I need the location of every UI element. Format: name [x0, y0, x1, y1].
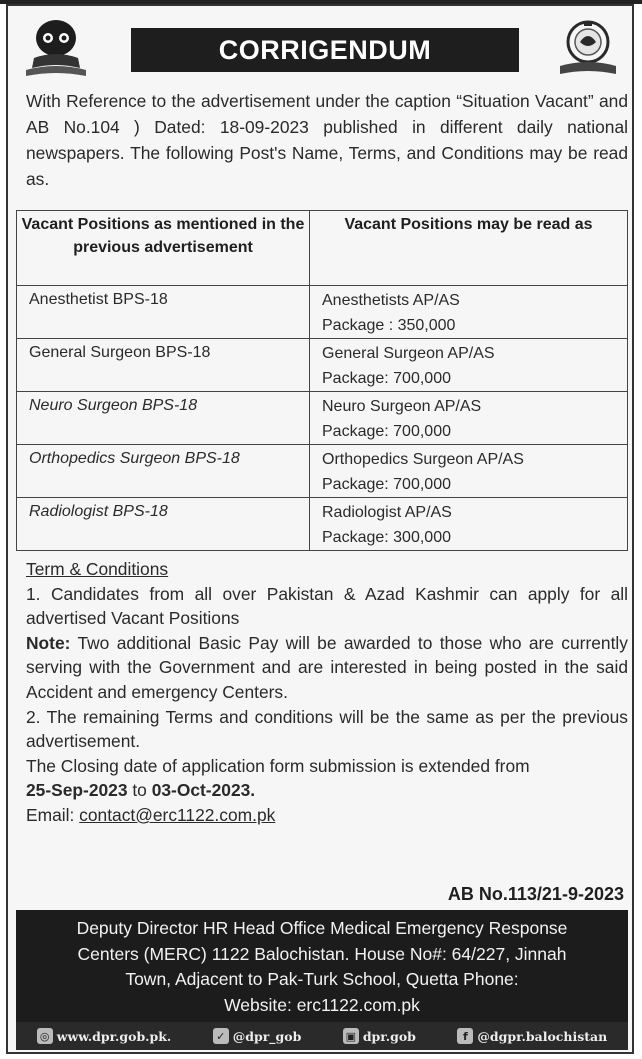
column-header-revised: Vacant Positions may be read as: [310, 211, 628, 286]
previous-position-cell: [17, 392, 310, 445]
revised-position: Orthopedics Surgeon AP/AS: [322, 451, 524, 468]
facebook-icon: f: [457, 1028, 473, 1044]
package-value: Package: 300,000: [322, 529, 451, 546]
email-link[interactable]: contact@erc1122.com.pk: [79, 804, 276, 825]
revised-position: Anesthetists AP/AS: [322, 292, 460, 309]
revised-position-cell: [310, 392, 628, 445]
note-text: Two additional Basic Pay will be awarded to those who are currently serving with the Government and are interested in being posted in the said Accident and emergency Centers.: [26, 632, 628, 702]
previous-position-cell: [17, 339, 310, 392]
twitter-icon: ✓: [213, 1028, 229, 1044]
revised-position-cell: [310, 339, 628, 392]
closing-date-range: [26, 778, 628, 803]
date-to-word: to: [127, 780, 152, 801]
revised-position-cell: [310, 286, 628, 339]
revised-position-cell: [310, 445, 628, 498]
merc-emblem-logo-right: [552, 16, 624, 80]
intro-paragraph: With Reference to the advertisement under the caption “Situation Vacant” and AB No.104 ) Dated: 18-09-2023 published in different daily national newspapers. The following Post's Name, Terms, and Conditions may be read as.: [26, 91, 628, 189]
previous-position: Anesthetist BPS-18: [29, 291, 168, 308]
footer-line-2: Centers (MERC) 1122 Balochistan. House No#: 64/227, Jinnah: [77, 943, 567, 964]
footer-website[interactable]: Website: erc1122.com.pk: [224, 994, 420, 1015]
social-instagram-label: dpr.gob: [362, 1028, 416, 1044]
package-value: Package: 700,000: [322, 370, 451, 387]
closing-date-text: The Closing date of application form submission is extended from: [26, 755, 530, 776]
balochistan-emblem-logo-left: [20, 16, 92, 80]
terms-heading: Term & Conditions: [26, 559, 169, 579]
footer-line-3: Town, Adjacent to Pak-Turk School, Quetta Phone:: [125, 969, 519, 989]
previous-position-cell: [17, 286, 310, 339]
social-facebook-label: @dgpr.balochistan: [477, 1028, 608, 1044]
contact-footer: [16, 910, 628, 1022]
table-row: [17, 445, 628, 498]
note-label: Note:: [26, 632, 71, 653]
previous-position: Orthopedics Surgeon BPS-18: [29, 450, 240, 467]
package-value: Package: 700,000: [322, 476, 451, 493]
positions-table: [16, 210, 628, 551]
previous-position-cell: [17, 498, 310, 551]
revised-position-cell: [310, 498, 628, 551]
table-header-row: [17, 211, 628, 286]
terms-item-2: 2. The remaining Terms and conditions will be the same as per the previous advertisement.: [26, 706, 628, 752]
previous-position-cell: [17, 445, 310, 498]
ad-reference-number: AB No.113/21-9-2023: [447, 884, 624, 904]
table-row: [17, 339, 628, 392]
footer-line-1: Deputy Director HR Head Office Medical Emergency Response: [76, 918, 568, 938]
previous-position: Neuro Surgeon BPS-18: [29, 397, 198, 414]
page-title: CORRIGENDUM: [131, 28, 519, 72]
globe-icon: ◎: [37, 1028, 53, 1044]
email-line: [26, 803, 628, 828]
column-header-previous: Vacant Positions as mentioned in the previous advertisement: [17, 211, 310, 286]
date-to: 03-Oct-2023.: [151, 780, 256, 801]
instagram-icon: ▣: [343, 1028, 359, 1044]
revised-position: General Surgeon AP/AS: [322, 345, 495, 362]
package-value: Package: 700,000: [322, 423, 451, 440]
terms-section: [26, 557, 628, 828]
social-links-bar: [16, 1022, 628, 1050]
table-row: [17, 498, 628, 551]
revised-position: Neuro Surgeon AP/AS: [322, 398, 482, 415]
social-website[interactable]: [37, 1028, 172, 1044]
social-twitter[interactable]: [213, 1028, 302, 1044]
email-label: Email:: [26, 804, 80, 825]
previous-position: General Surgeon BPS-18: [29, 344, 211, 361]
package-value: Package : 350,000: [322, 317, 456, 334]
revised-position: Radiologist AP/AS: [322, 504, 452, 521]
terms-item-1: 1. Candidates from all over Pakistan & Azad Kashmir can apply for all advertised Vacant Positions: [26, 583, 628, 629]
table-row: [17, 392, 628, 445]
social-website-label: www.dpr.gob.pk.: [56, 1028, 172, 1044]
social-twitter-label: @dpr_gob: [232, 1028, 302, 1044]
terms-note: [26, 631, 628, 705]
social-instagram[interactable]: [343, 1028, 416, 1044]
previous-position: Radiologist BPS-18: [29, 503, 168, 520]
table-row: [17, 286, 628, 339]
social-facebook[interactable]: [457, 1028, 607, 1044]
date-from: 25-Sep-2023: [26, 780, 128, 801]
